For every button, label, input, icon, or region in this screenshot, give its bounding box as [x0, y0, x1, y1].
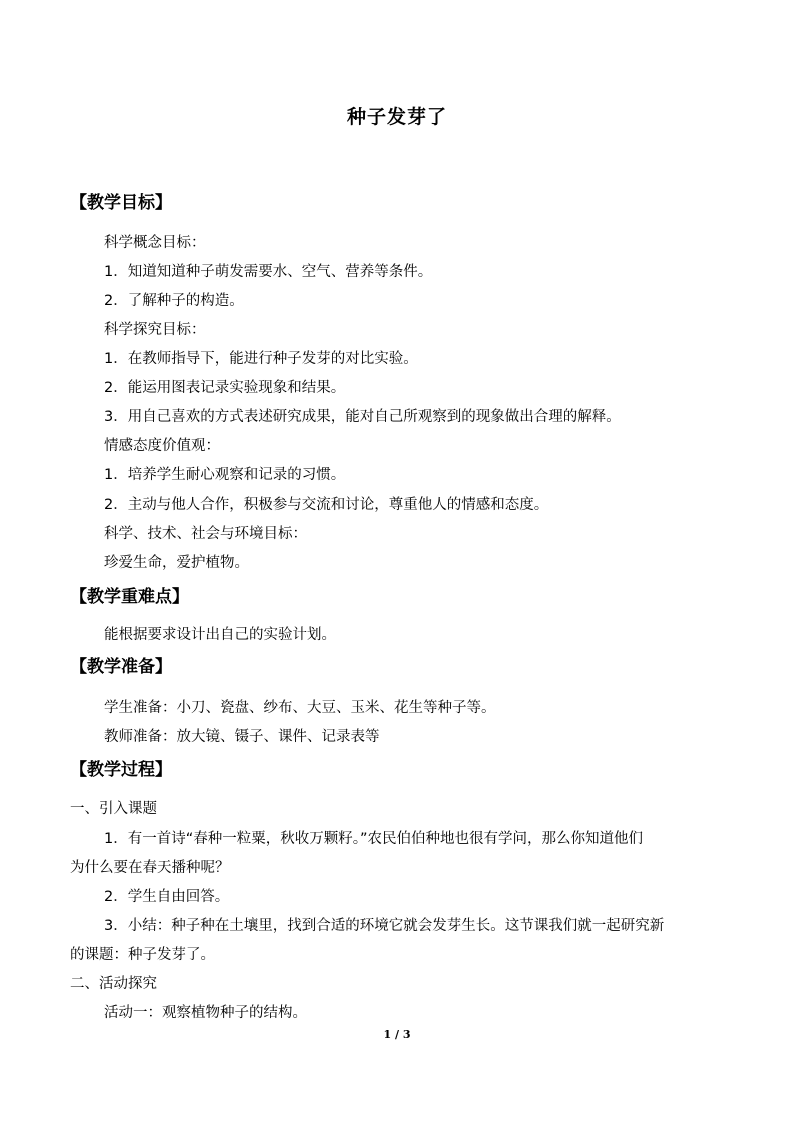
process-part2-heading: 二、活动探究 — [70, 976, 157, 992]
attitude-objective-2: 2．主动与他人合作，积极参与交流和讨论，尊重他人的情感和态度。 — [104, 497, 549, 513]
inquiry-objective-2: 2．能运用图表记录实验现象和结果。 — [104, 380, 346, 396]
process-paragraph-3-line-1: 3．小结：种子种在土壤里，找到合适的环境它就会发芽生长。这节课我们就一起研究新 — [104, 918, 665, 934]
concept-objective-1: 1．知道知道种子萌发需要水、空气、营养等条件。 — [104, 264, 433, 280]
section-heading-objectives: 【教学目标】 — [70, 193, 172, 213]
teacher-preparation: 教师准备：放大镜、镊子、课件、记录表等 — [104, 729, 380, 745]
inquiry-objective-1: 1．在教师指导下，能进行种子发芽的对比实验。 — [104, 351, 418, 367]
process-paragraph-3-line-2: 的课题：种子发芽了。 — [70, 947, 215, 963]
stse-objectives-heading: 科学、技术、社会与环境目标： — [104, 526, 307, 542]
concept-objective-2: 2．了解种子的构造。 — [104, 293, 244, 309]
section-heading-process: 【教学过程】 — [70, 760, 172, 780]
key-points-text: 能根据要求设计出自己的实验计划。 — [104, 627, 336, 643]
process-paragraph-1-line-2: 为什么要在春天播种呢？ — [70, 860, 230, 876]
concept-objectives-heading: 科学概念目标： — [104, 235, 206, 251]
section-heading-key-points: 【教学重难点】 — [70, 587, 189, 607]
page-title: 种子发芽了 — [346, 106, 447, 128]
process-activity-1: 活动一：观察植物种子的结构。 — [104, 1005, 307, 1021]
page-number: 1 / 3 — [383, 1028, 411, 1041]
process-part1-heading: 一、引入课题 — [70, 801, 157, 817]
section-heading-preparation: 【教学准备】 — [70, 657, 172, 677]
stse-objective-1: 珍爱生命，爱护植物。 — [104, 555, 249, 571]
inquiry-objective-3: 3．用自己喜欢的方式表述研究成果，能对自己所观察到的现象做出合理的解释。 — [104, 409, 621, 425]
attitude-objectives-heading: 情感态度价值观： — [104, 438, 220, 454]
inquiry-objectives-heading: 科学探究目标： — [104, 322, 206, 338]
student-preparation: 学生准备：小刀、瓷盘、纱布、大豆、玉米、花生等种子等。 — [104, 700, 496, 716]
process-paragraph-2: 2．学生自由回答。 — [104, 889, 230, 905]
attitude-objective-1: 1．培养学生耐心观察和记录的习惯。 — [104, 467, 346, 483]
process-paragraph-1-line-1: 1．有一首诗“春种一粒粟，秋收万颗籽。”农民伯伯种地也很有学问，那么你知道他们 — [104, 831, 643, 847]
